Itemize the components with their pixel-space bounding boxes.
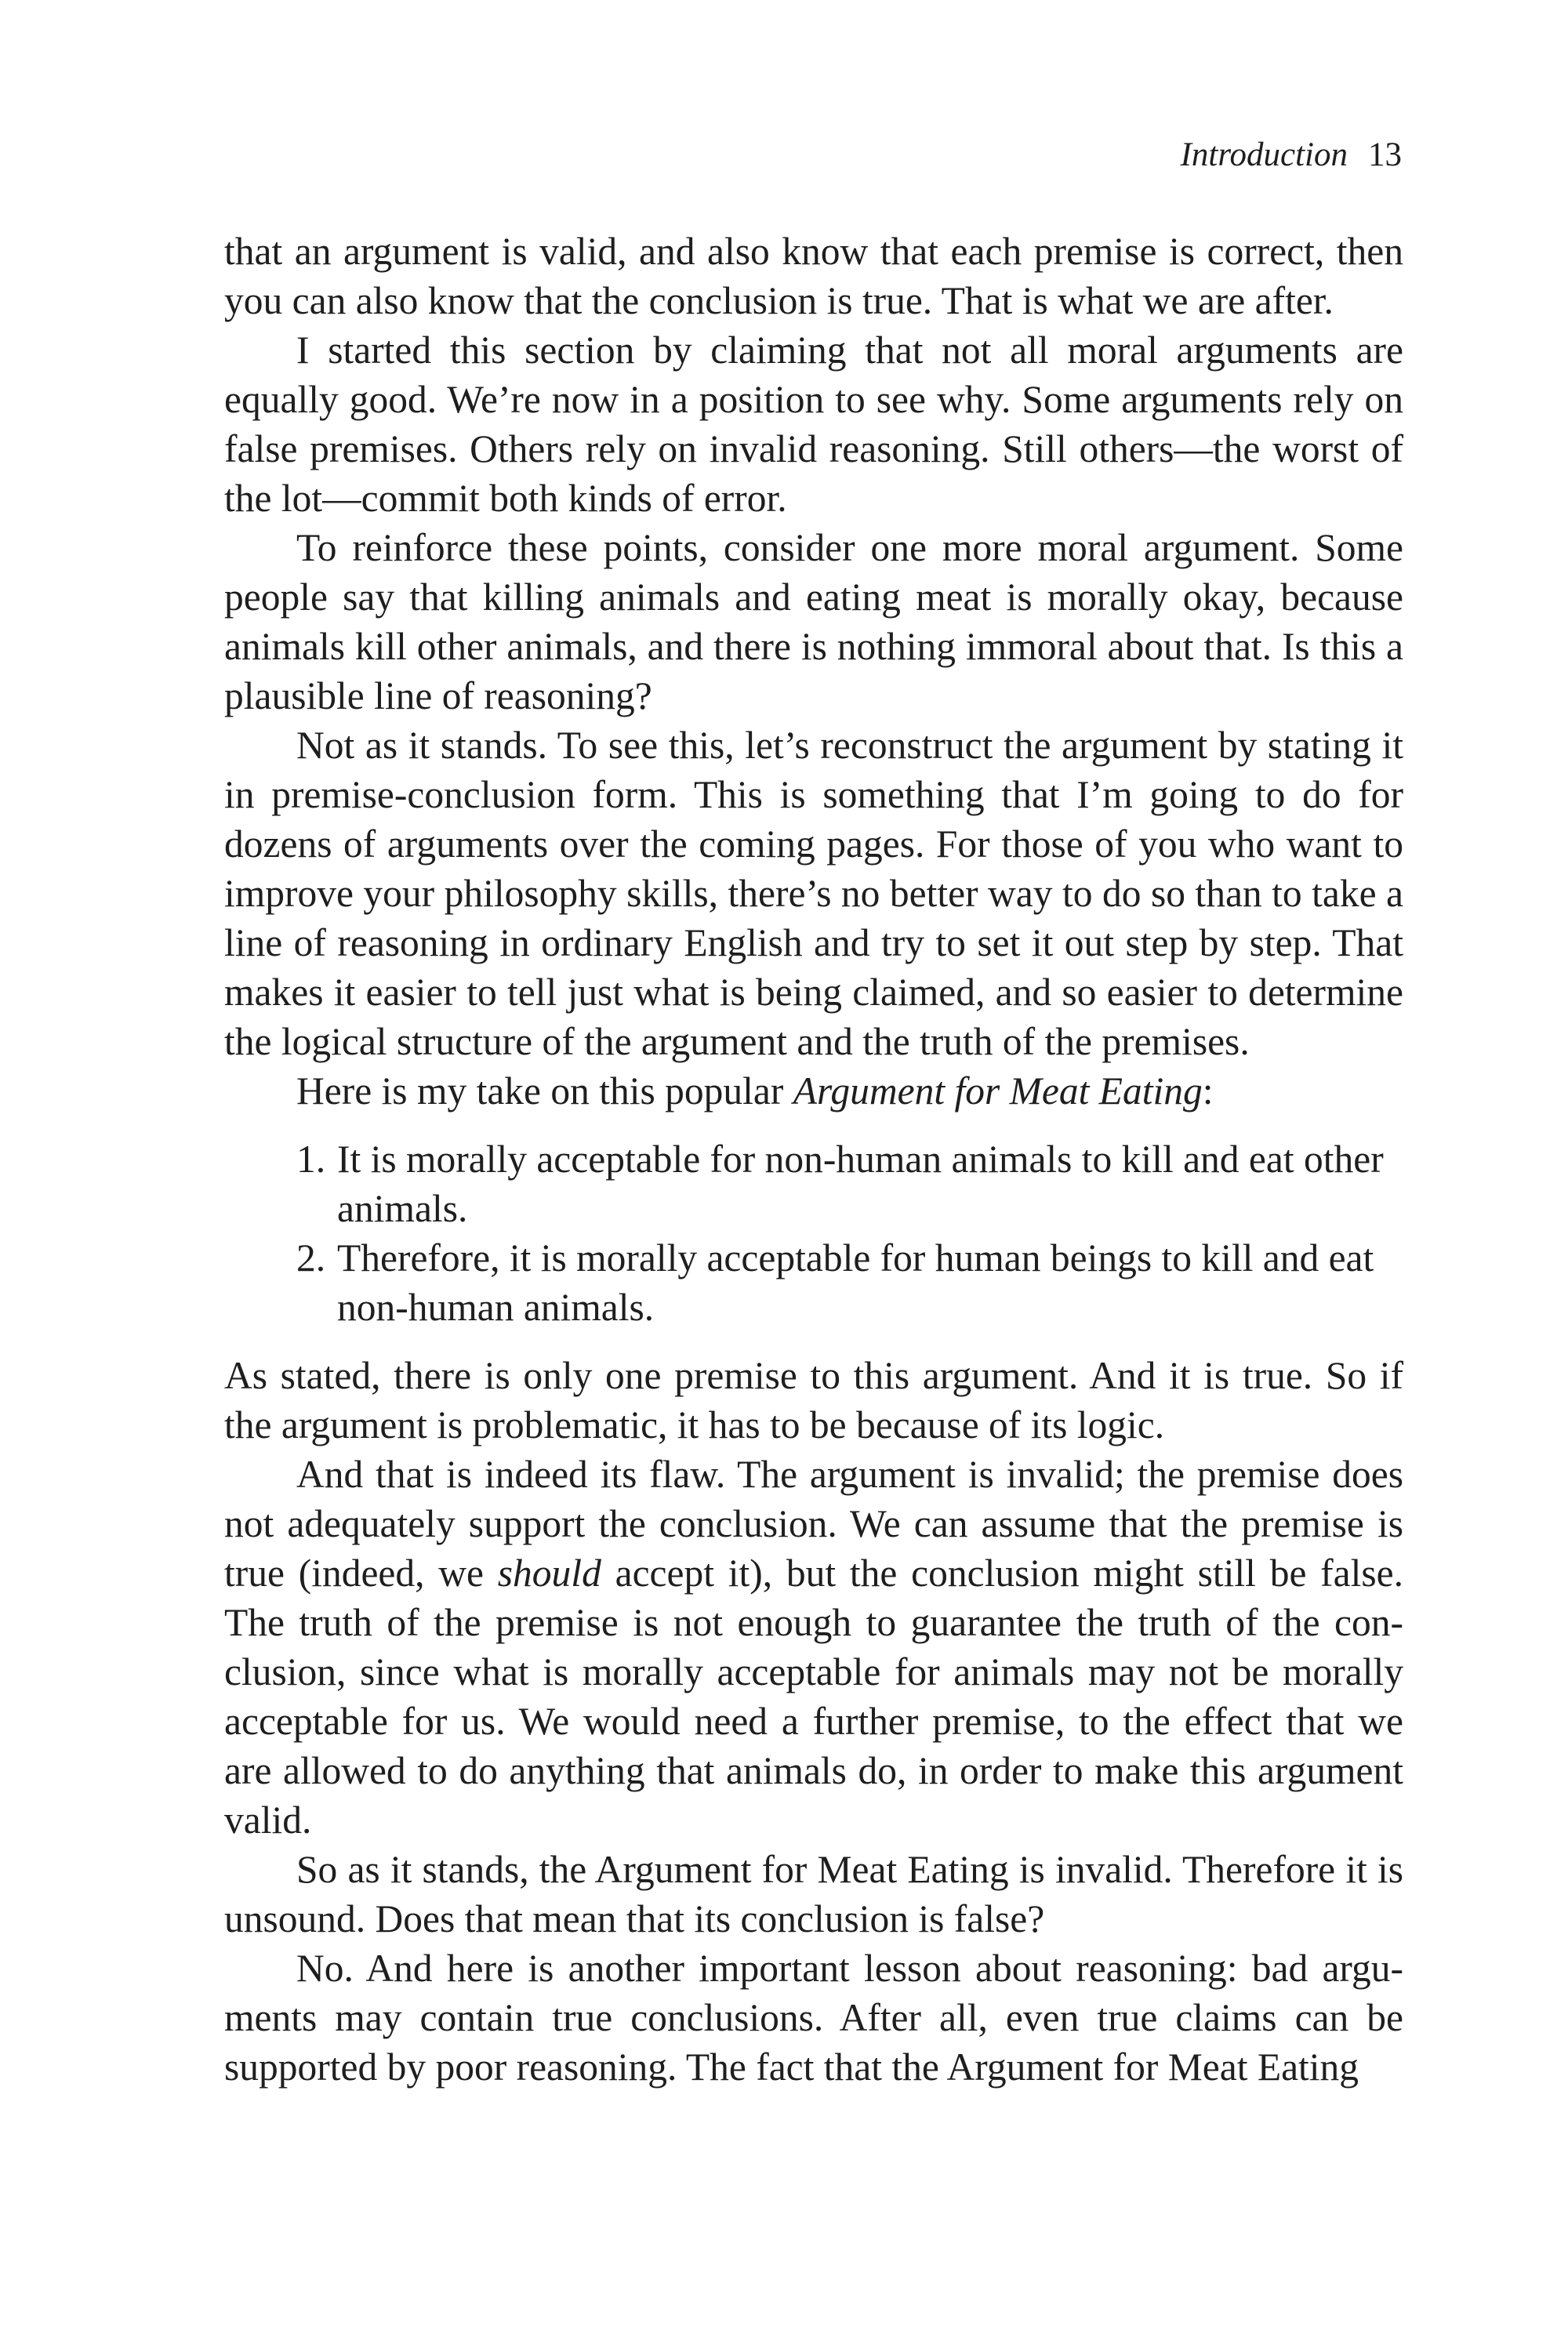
paragraph-5-colon: : xyxy=(1202,1069,1214,1112)
paragraph-4: Not as it stands. To see this, let’s reconstruct the argument by stating it in premise-conclusion form. This is something that I’m going to do for dozens of arguments over the coming pages. For those of you who want to improve your philosophy skills, there’s no better way to do so than to take a line of reasoning in ordinary English and try to set it out step by step. That makes it easier to tell just what is being claimed, and so easier to determine the logical structure of the argument and the truth of the premises. xyxy=(224,724,1403,1063)
paragraph-5 xyxy=(224,1066,1403,1116)
paragraph-8: So as it stands, the Argument for Meat Eating is invalid. Therefore it is unsound. Does that mean that its conclusion is false? xyxy=(224,1848,1403,1940)
page-number: 13 xyxy=(1368,136,1402,173)
paragraph-7-emphasis: should xyxy=(497,1552,601,1595)
running-head-section: Introduction xyxy=(1180,136,1348,173)
paragraph-9: No. And here is another important lesson about reasoning: bad arguments may contain true conclusions. After all, even true claims can be supported by poor reasoning. The fact that the Argument for Meat Eating xyxy=(224,1947,1403,2089)
argument-premise xyxy=(296,1134,1403,1233)
paragraph-3: To reinforce these points, consider one more moral argument. Some people say that killing animals and eating meat is morally okay, because animals kill other animals, and there is nothing immoral about that. Is this a plausible line of reasoning? xyxy=(224,526,1403,717)
paragraph-1: that an argument is valid, and also know that each premise is correct, then you can also know that the conclusion is true. That is what we are after. xyxy=(224,230,1403,322)
paragraph-5-lead: Here is my take on this popular xyxy=(296,1069,793,1112)
argument-item-number: 2. xyxy=(296,1236,326,1279)
paragraph-6: As stated, there is only one premise to this argument. And it is true. So if the argument is problematic, it has to be because of its logic. xyxy=(224,1354,1403,1446)
running-head xyxy=(1181,132,1402,179)
paragraph-7-rest: accept it), but the conclusion might still be false. The truth of the premise is not enough to guarantee the truth of the conclusion, since what is morally acceptable for animals may not be morally acceptable for us. We would need a further premise, to the effect that we are allowed to do anything that animals do, in order to make this argument valid. xyxy=(224,1552,1403,1842)
paragraph-7-lead: And that is indeed its flaw. The argument is invalid; the premise does not adequately support the conclusion. We can assume that the premise is true (indeed, we xyxy=(224,1453,1403,1595)
argument-item-text: It is morally acceptable for non-human animals to kill and eat other animals. xyxy=(337,1138,1384,1230)
argument-title: Argument for Meat Eating xyxy=(793,1069,1203,1112)
body-text xyxy=(224,227,1403,2092)
argument-conclusion xyxy=(296,1233,1403,1332)
argument-item-text: Therefore, it is morally acceptable for human beings to kill and eat non-human animals. xyxy=(337,1236,1374,1329)
paragraph-7 xyxy=(224,1450,1403,1845)
argument-list xyxy=(224,1134,1403,1332)
argument-item-number: 1. xyxy=(296,1138,326,1181)
paragraph-2: I started this section by claiming that not all moral arguments are equally good. We’re now in a position to see why. Some arguments rely on false premises. Others rely on invalid reasoning. Still others—the worst of the lot—commit both kinds of error. xyxy=(224,328,1403,520)
